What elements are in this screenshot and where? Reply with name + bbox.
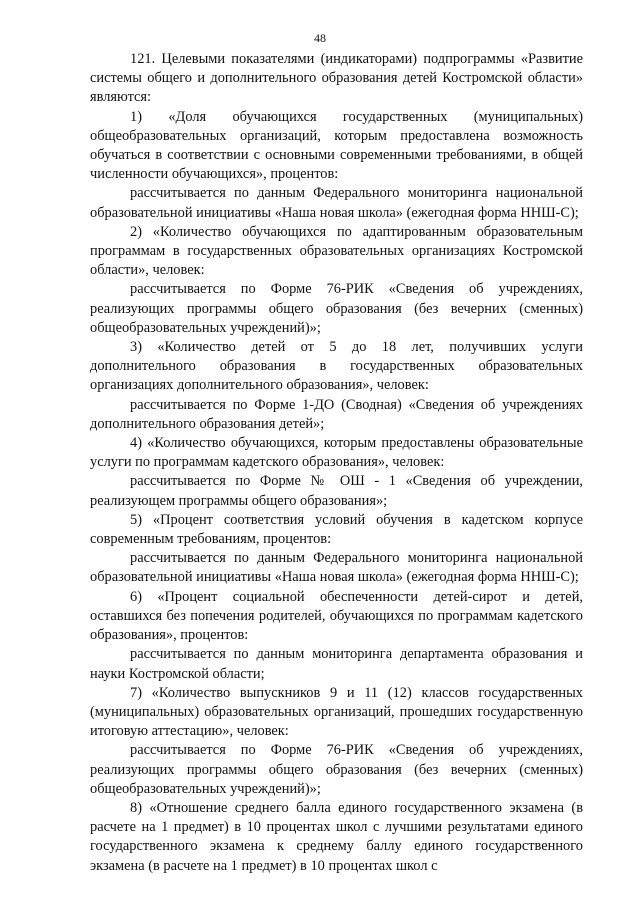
- indicator-4-title: 4) «Количество обучающихся, которым предоставлены образовательные услуги по программам кадетского образования», человек:: [90, 435, 583, 471]
- indicator-1-title: 1) «Доля обучающихся государственных (муниципальных) общеобразовательных организаций, которым предоставлена возможность обучаться в соответствии с основными современными требованиями, в общей численности обучающихся», процентов:: [90, 108, 583, 183]
- indicator-5-title: 5) «Процент соответствия условий обучения в кадетском корпусе современным требованиям, процентов:: [90, 511, 583, 548]
- indicator-8-title: 8) «Отношение среднего балла единого государственного экзамена (в расчете на 1 предмет) в 10 процентах школ с лучшими результатами единого государственного экзамена к среднему баллу единого государственного экзамена (в расчете на 1 предмет) в 10 процентах школ с: [90, 799, 583, 874]
- indicator-1-calculation: рассчитывается по данным Федерального мониторинга национальной образовательной инициативы «Наша новая школа» (ежегодная форма НHШ-С);: [90, 185, 583, 221]
- indicator-6-title: 6) «Процент социальной обеспеченности детей-сирот и детей, оставшихся без попечения родителей, обучающихся по программам кадетского образования», процентов:: [90, 588, 583, 644]
- indicator-6-calculation: рассчитывается по данным мониторинга департамента образования и науки Костромской области;: [90, 646, 583, 682]
- paragraph-item-121-intro: 121. Целевыми показателями (индикаторами) подпрограммы «Развитие системы общего и дополнительного образования детей Костромской области» являются:: [90, 51, 583, 106]
- indicator-3-calculation: рассчитывается по Форме 1-ДО (Сводная) «Сведения об учреждениях дополнительного образования детей»;: [90, 396, 583, 432]
- indicator-3-title: 3) «Количество детей от 5 до 18 лет, получивших услуги дополнительного образования в государственных образовательных организациях дополнительного образования», человек:: [90, 339, 583, 394]
- indicator-7-title: 7) «Количество выпускников 9 и 11 (12) классов государственных (муниципальных) образовательных организаций, прошедших государственную итоговую аттестацию», человек:: [90, 684, 583, 740]
- indicator-7-calculation: рассчитывается по Форме 76-РИК «Сведения об учреждениях, реализующих программы общего образования (без вечерних (сменных) общеобразовательных учреждений)»;: [90, 742, 583, 797]
- page-number: 48: [314, 31, 326, 45]
- indicator-4-calculation: рассчитывается по Форме № ОШ - 1 «Сведения об учреждении, реализующем программы общего образования»;: [90, 473, 583, 509]
- indicator-5-calculation: рассчитывается по данным Федерального мониторинга национальной образовательной инициативы «Наша новая школа» (ежегодная форма НHШ-С);: [90, 550, 583, 586]
- indicator-2-calculation: рассчитывается по Форме 76-РИК «Сведения об учреждениях, реализующих программы общего образования (без вечерних (сменных) общеобразовательных учреждений)»;: [90, 281, 583, 336]
- document-body: [90, 50, 583, 876]
- indicator-2-title: 2) «Количество обучающихся по адаптированным образовательным программам в государственных образовательных организациях Костромской области», человек:: [90, 223, 583, 279]
